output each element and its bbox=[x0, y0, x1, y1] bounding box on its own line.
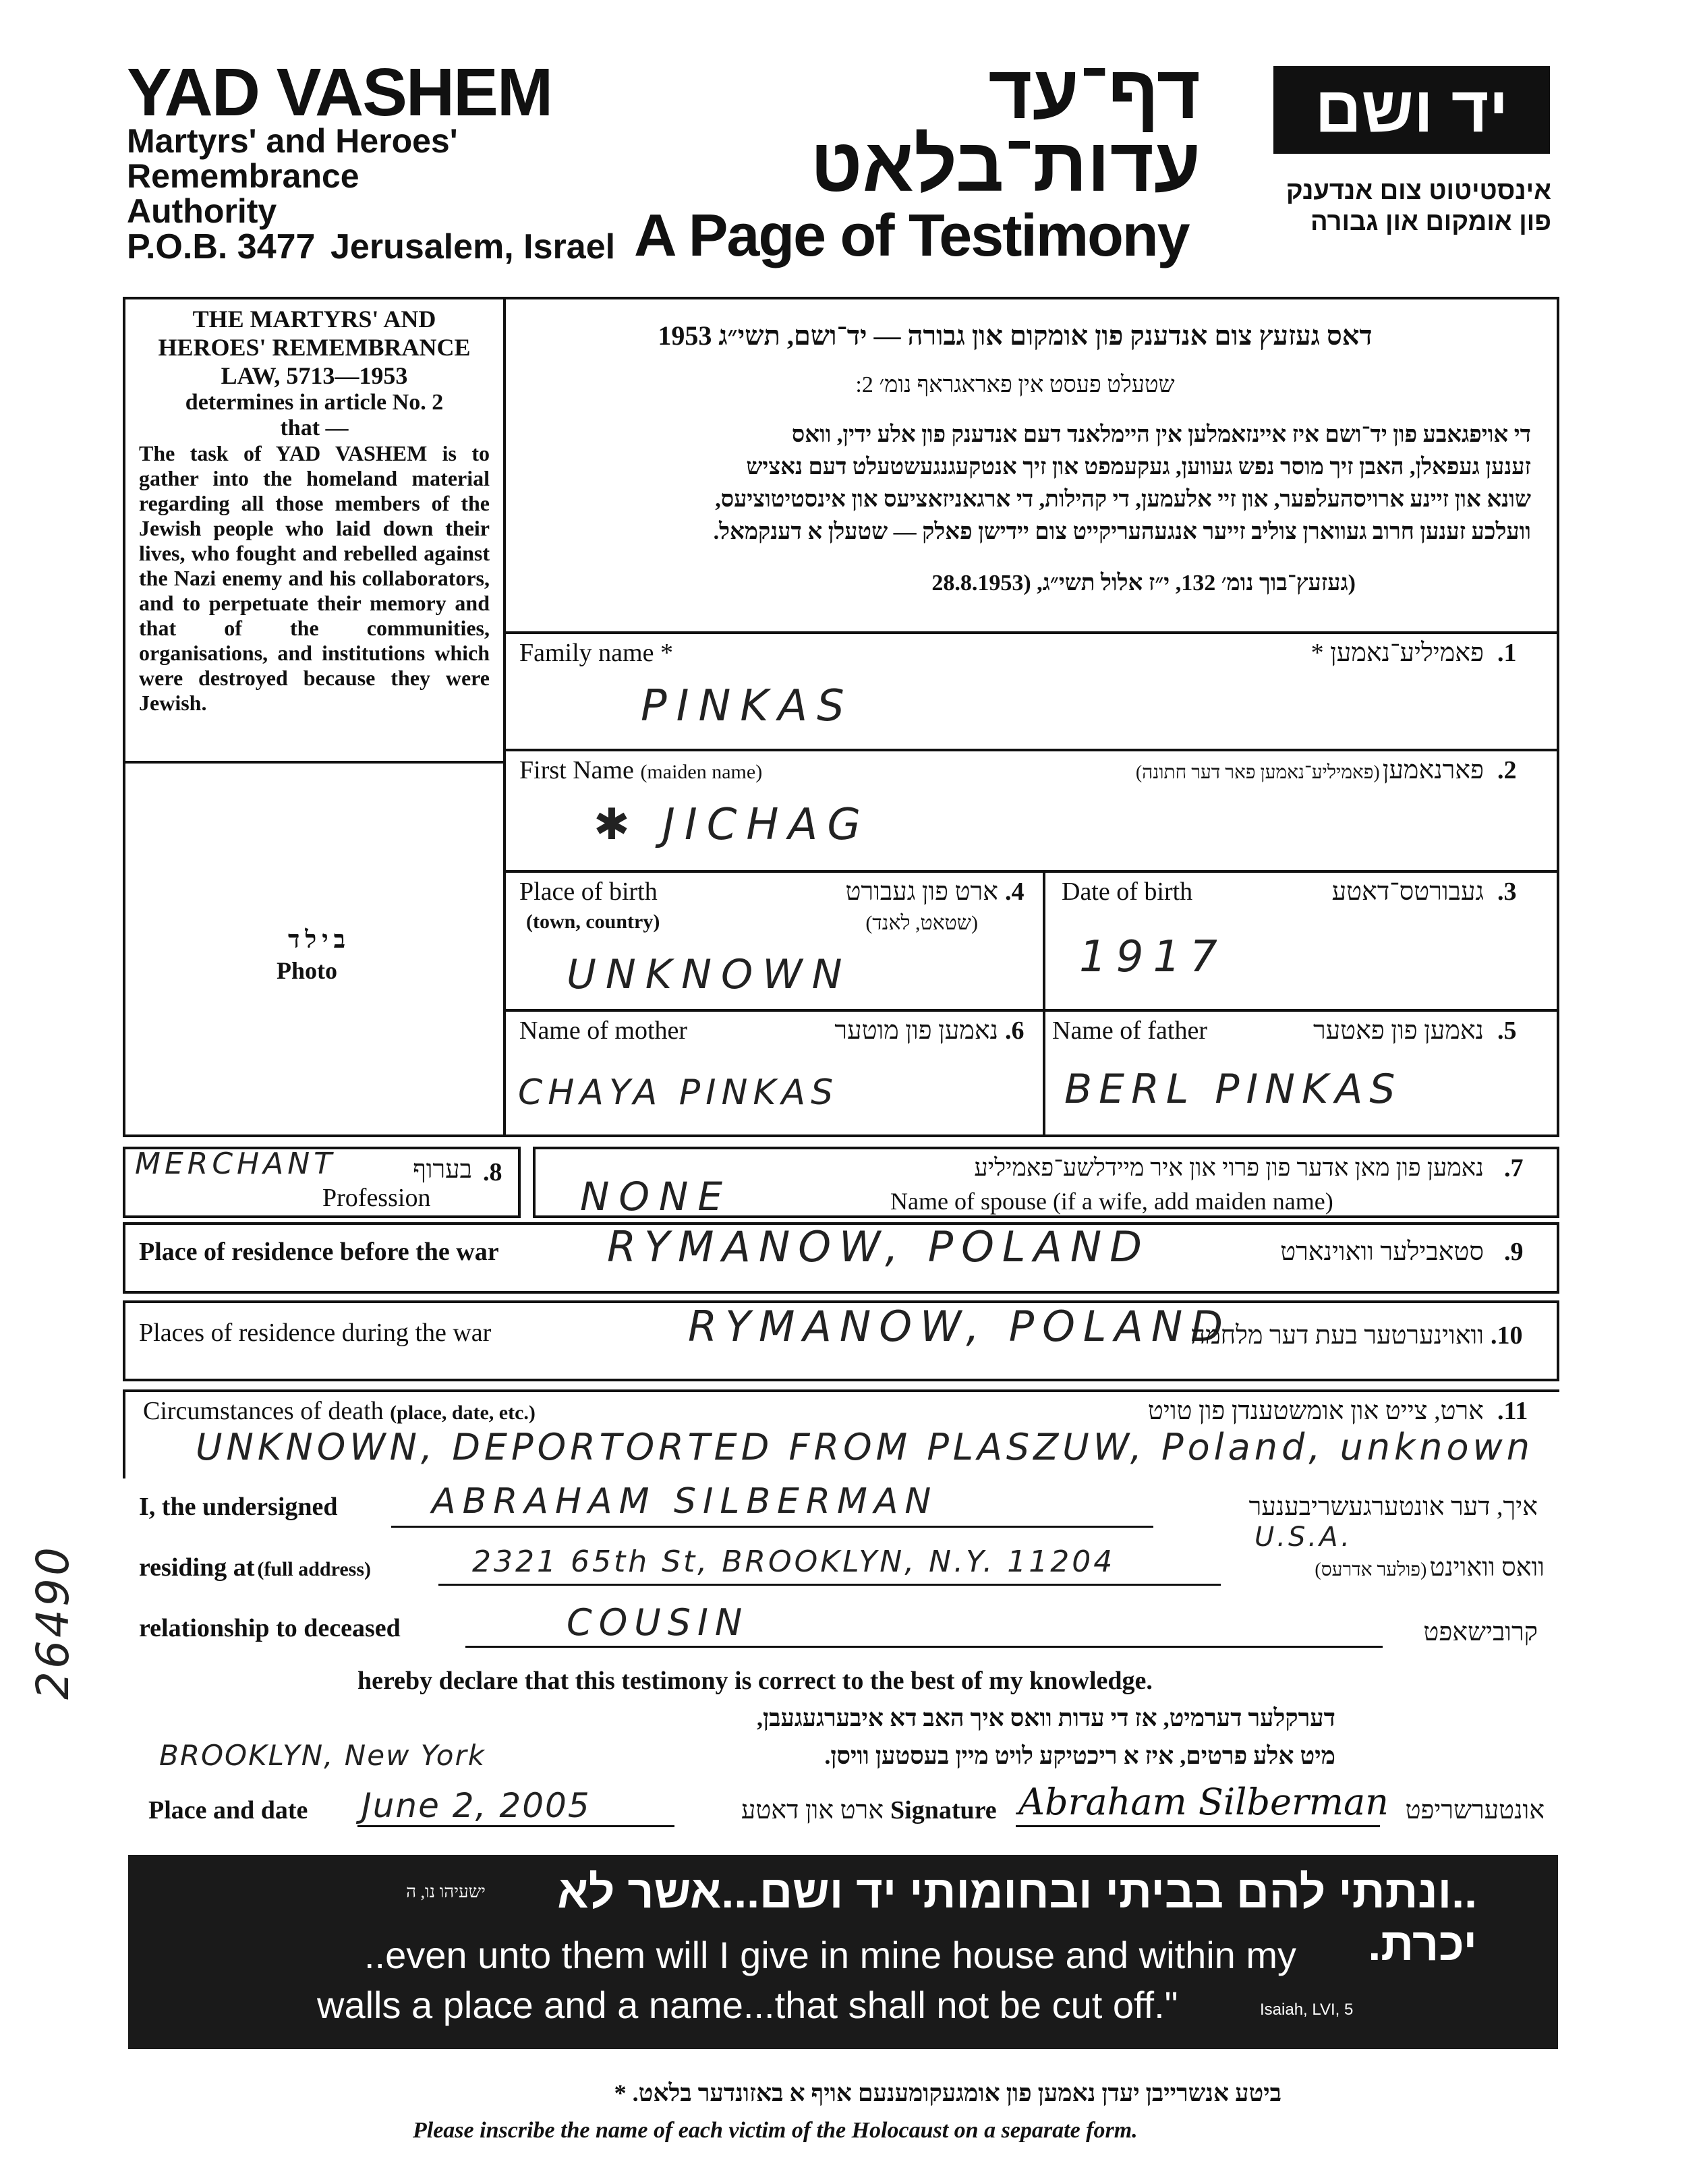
profession-yiddish: בערוף bbox=[413, 1155, 472, 1184]
first-name-value[interactable]: ✱ JICHAG bbox=[594, 800, 870, 850]
law-yiddish-1: דאס געזעץ צום אנדענק פון אומקום און גבורה — יד־ושם, תשי״ג 1953 bbox=[658, 320, 1373, 351]
org-name: YAD VASHEM bbox=[127, 55, 552, 130]
page-title: A Page of Testimony bbox=[634, 202, 1189, 268]
law-heading-1: THE MARTYRS' AND bbox=[192, 306, 436, 333]
residing-value-country[interactable]: U.S.A. bbox=[1255, 1522, 1352, 1553]
law-line-1: determines in article No. 2 bbox=[185, 390, 444, 415]
residence-before-label: Place of residence before the war bbox=[139, 1238, 499, 1266]
footer-english: Please inscribe the name of each victim of the Holocaust on a separate form. bbox=[413, 2118, 1138, 2143]
signature-value[interactable]: Abraham Silberman bbox=[1018, 1781, 1389, 1823]
father-number: .5 bbox=[1497, 1016, 1517, 1045]
residing-yiddish-small: (פולער אדרעס) bbox=[1315, 1559, 1427, 1580]
mother-yiddish: נאמען פון מוטער bbox=[834, 1016, 998, 1045]
date-of-birth-number: .3 bbox=[1497, 878, 1517, 906]
death-label bbox=[143, 1396, 536, 1426]
institute-line-1: אינסטיטוט צום אנדענק bbox=[1286, 177, 1551, 205]
banner-source: Isaiah, LVI, 5 bbox=[1260, 2001, 1354, 2019]
residence-before-number: .9 bbox=[1504, 1238, 1524, 1266]
law-yiddish-5: שונא און זיינע ארויסהעלפער, און זיי אלעמען, די קהילות, די ארגאניזאציעס און אינסטיטוציעס, bbox=[715, 487, 1531, 512]
first-name-yiddish-text: פארנאמען bbox=[1382, 756, 1484, 784]
place-of-birth-yiddish: ארט פון געבורט bbox=[845, 878, 998, 906]
logo-text: יד ושם bbox=[1315, 74, 1509, 146]
family-name-value[interactable]: PINKAS bbox=[641, 681, 854, 731]
first-name-yiddish bbox=[931, 755, 1484, 785]
residing-label-text: residing at bbox=[139, 1553, 255, 1582]
banner-hebrew: ..ונתתי להם בביתי ובחומותי יד ושם...אשר לא יכרת. bbox=[557, 1866, 1477, 1970]
signature-label: Signature bbox=[890, 1796, 997, 1824]
profession-value[interactable]: MERCHANT bbox=[135, 1147, 337, 1181]
place-date-label: Place and date bbox=[148, 1796, 308, 1824]
date-of-birth-value[interactable]: 1917 bbox=[1079, 932, 1227, 982]
place-of-birth-number: .4 bbox=[1005, 878, 1025, 906]
first-name-yiddish-small: (פאמיליע־נאמען פאר דער חתונה) bbox=[1135, 762, 1380, 783]
place-of-birth-label-small: (town, country) bbox=[526, 911, 660, 933]
first-name-label-small: (maiden name) bbox=[640, 761, 763, 783]
place-date-yiddish: ארט און דאטע bbox=[741, 1796, 884, 1824]
org-line-3: Authority bbox=[127, 192, 277, 230]
place-of-birth-label: Place of birth bbox=[519, 878, 658, 906]
residence-during-yiddish: וואוינערטער בעת דער מלחמה bbox=[1190, 1321, 1484, 1350]
yiddish-title-1: דף־עד bbox=[988, 50, 1201, 134]
death-label-small: (place, date, etc.) bbox=[390, 1402, 536, 1424]
residence-before-value[interactable]: RYMANOW, POLAND bbox=[607, 1222, 1150, 1271]
relationship-yiddish: קרובישאפט bbox=[1423, 1618, 1538, 1646]
footer-yiddish: ביטע אנשרייבן יעדן נאמען פון אומגעקומענעם אויף א באזונדער בלאט. * bbox=[614, 2079, 1281, 2106]
photo-label: Photo bbox=[277, 957, 337, 984]
place-of-birth-yiddish-small: (שטאט, לאנד) bbox=[865, 912, 978, 934]
law-yiddish-6: וועלכע זענען חרוב געווארן צוליב זייער אנגעהעריקייט צום יידישן פאלק — שטעלן א דענקמאל. bbox=[713, 519, 1531, 544]
death-yiddish: ארט, צייט און אומשטענדן פון טויט bbox=[1147, 1397, 1484, 1425]
law-box bbox=[139, 305, 490, 716]
residing-yiddish-text: וואס וואוינט bbox=[1429, 1553, 1545, 1582]
father-value[interactable]: BERL PINKAS bbox=[1064, 1066, 1402, 1113]
profession-number: .8 bbox=[483, 1158, 502, 1186]
family-name-number: .1 bbox=[1497, 639, 1517, 667]
date-of-birth-yiddish: געבורטס־דאטע bbox=[1331, 878, 1484, 906]
declare-yiddish-2: מיט אלע פרטים, איז א ריכטיקע לויט מיין בעסטען וויסן. bbox=[824, 1742, 1335, 1769]
family-name-yiddish: פאמיליע־נאמען * bbox=[1310, 639, 1484, 667]
banner-hebrew-source: ישעיהו נו, ה bbox=[406, 1882, 486, 1901]
law-yiddish-3: די אויפגאבע פון יד־ושם איז איינזאמלען אין היימלאנד דעם אנדענק פון אלע ידין, וואס bbox=[791, 422, 1531, 447]
undersigned-yiddish: איך, דער אונטערגעשריבענער bbox=[1248, 1493, 1538, 1521]
relationship-label: relationship to deceased bbox=[139, 1614, 401, 1642]
yad-vashem-logo bbox=[1273, 66, 1550, 154]
org-city: Jerusalem, Israel bbox=[330, 227, 616, 266]
law-yiddish-2: שטעלט פעסט אין פאראגראף נומ׳ 2: bbox=[855, 372, 1175, 397]
declare-english: hereby declare that this testimony is correct to the best of my knowledge. bbox=[357, 1667, 1153, 1695]
mother-number: .6 bbox=[1005, 1016, 1025, 1045]
residing-yiddish bbox=[1221, 1553, 1545, 1582]
residing-value[interactable]: 2321 65th St, BROOKLYN, N.Y. 11204 bbox=[472, 1545, 1116, 1579]
undersigned-label: I, the undersigned bbox=[139, 1493, 338, 1521]
first-name-label-text: First Name bbox=[519, 756, 634, 784]
signature-yiddish: אונטערשריפט bbox=[1405, 1796, 1545, 1824]
father-label: Name of father bbox=[1052, 1016, 1207, 1045]
place-value[interactable]: BROOKLYN, New York bbox=[159, 1739, 486, 1772]
father-yiddish: נאמען פון פאטער bbox=[1313, 1016, 1484, 1045]
residence-before-yiddish: סטאבילער וואוינארט bbox=[1280, 1238, 1484, 1266]
spouse-number: .7 bbox=[1504, 1154, 1524, 1182]
residence-during-value[interactable]: RYMANOW, POLAND bbox=[688, 1302, 1231, 1351]
org-pob: P.O.B. 3477 bbox=[127, 227, 316, 266]
profession-label: Profession bbox=[322, 1184, 431, 1212]
banner-english-2: walls a place and a name...that shall not be cut off." bbox=[317, 1984, 1178, 2026]
law-heading-2: HEROES' REMEMBRANCE bbox=[158, 334, 471, 361]
relationship-value[interactable]: COUSIN bbox=[567, 1601, 749, 1644]
residence-during-label: Places of residence during the war bbox=[139, 1319, 492, 1347]
yiddish-title-2: עדות־בלאט bbox=[810, 123, 1201, 207]
first-name-label bbox=[519, 755, 762, 785]
death-label-text: Circumstances of death bbox=[143, 1397, 384, 1425]
place-of-birth-value[interactable]: UNKNOWN bbox=[567, 951, 852, 998]
spouse-value[interactable]: NONE bbox=[580, 1174, 732, 1219]
org-line-1: Martyrs' and Heroes' bbox=[127, 122, 458, 160]
family-name-label: Family name * bbox=[519, 639, 673, 667]
death-number: .11 bbox=[1497, 1397, 1528, 1425]
law-yiddish-4: זענען געפאלן, האבן זיך מוסר נפש געווען, געקעמפט און זיך אנטקעגנגעשטעלט דעם נאציש bbox=[746, 455, 1531, 480]
side-number: 26490 bbox=[27, 1545, 79, 1700]
photo-yiddish: בילד bbox=[288, 926, 351, 953]
law-heading-3: LAW, 5713—1953 bbox=[221, 362, 408, 389]
law-yiddish-7: (געזעץ־בוך נומ׳ 132, י״ז אלול תשי״ג, (28.8.1953 bbox=[931, 571, 1356, 596]
date-value[interactable]: June 2, 2005 bbox=[362, 1786, 591, 1825]
residence-during-number: .10 bbox=[1491, 1321, 1523, 1350]
first-name-number: .2 bbox=[1497, 756, 1517, 784]
declare-yiddish-1: דערקלער דערמיט, אז די עדות וואס איך האב דא איבערגעגעבן, bbox=[756, 1704, 1335, 1731]
banner-english-1: ..even unto them will I give in mine house and within my bbox=[364, 1934, 1297, 1976]
org-line-2: Remembrance bbox=[127, 157, 359, 195]
mother-value[interactable]: CHAYA PINKAS bbox=[518, 1072, 839, 1113]
undersigned-value[interactable]: ABRAHAM SILBERMAN bbox=[432, 1481, 938, 1522]
death-value[interactable]: UNKNOWN, DEPORTORTED FROM PLASZUW, Poland, unknown bbox=[196, 1426, 1534, 1468]
mother-label: Name of mother bbox=[519, 1016, 688, 1045]
law-body: The task of YAD VASHEM is to gather into the homeland material regarding all those members of the Jewish people who laid down their lives, who fought and rebelled against the Nazi enemy and his collaborators, and to perpetuate their memory and that of the communities, organisations, and institutions which were destroyed because they were Jewish. bbox=[139, 441, 490, 715]
date-of-birth-label: Date of birth bbox=[1062, 878, 1193, 906]
spouse-label: Name of spouse (if a wife, add maiden name) bbox=[890, 1188, 1333, 1215]
residing-label bbox=[139, 1553, 371, 1582]
residing-label-small: (full address) bbox=[257, 1558, 372, 1580]
institute-line-2: פון אומקום און גבורה bbox=[1310, 208, 1551, 236]
spouse-yiddish: נאמען פון מאן אדער פון פרוי און איר מיידלשע־פאמיליע bbox=[974, 1154, 1484, 1181]
law-line-2: that — bbox=[280, 415, 349, 440]
